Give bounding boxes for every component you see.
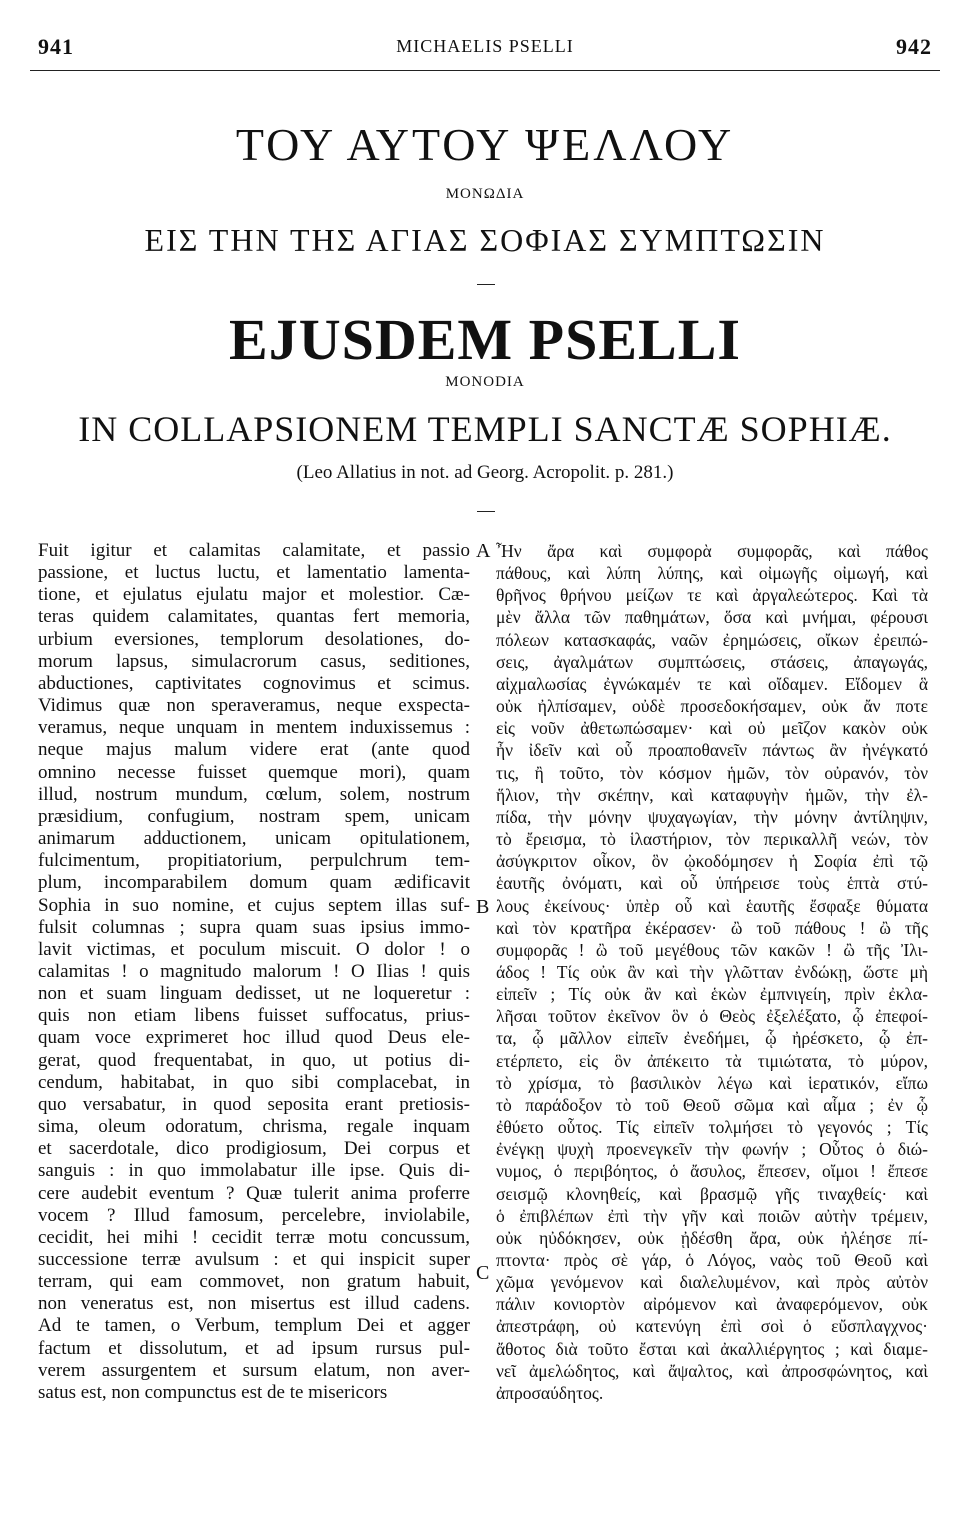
running-title: MICHAELIS PSELLI (396, 36, 574, 56)
page-number-left: 941 (38, 34, 74, 59)
latin-text-line: abductiones, captivitates cognovimus et scimus. (38, 672, 470, 694)
greek-text-line: πίδα, τὴν μόνην ψυχαγωγίαν, τὴν μόνην ἀντίληψιν, (496, 806, 928, 827)
greek-subtitle: ΕΙΣ ΤΗΝ ΤΗΣ ΑΓΙΑΣ ΣΟΦΙΑΣ ΣΥΜΠΤΩΣΙΝ (144, 222, 826, 258)
latin-subtitle: IN COLLAPSIONEM TEMPLI SANCTÆ SOPHIÆ. (78, 409, 892, 449)
greek-text-line: Ἦν ἄρα καὶ συμφορὰ συμφορᾶς, καὶ πάθος (496, 541, 928, 561)
greek-text-line: λῆσαι τοῦτον ἐκεῖνον ὃν ὁ Θεὸς ἐξελέξατο, ᾧ ἐπεφοί- (496, 1006, 928, 1027)
latin-text-line: verem assurgentem et sursum elatum, non aver- (38, 1359, 470, 1381)
greek-text-line: λους ἐκείνους· ὑπὲρ οὗ καὶ ἑαυτῆς ἔσφαξε θύματα (496, 895, 928, 916)
latin-text-line: lavit victimas, et poculum miscuit. O dolor ! o (38, 938, 470, 960)
source-note: (Leo Allatius in not. ad Georg. Acropolit. p. 281.) (296, 462, 674, 483)
latin-text-line: terram, qui eam commovet, non gratum habuit, (38, 1271, 470, 1293)
greek-text-line: ἀσύγκριτον οἶκον, ὃν ᾠκοδόμησεν ἡ Σοφία ἐπὶ τῷ (496, 851, 928, 872)
greek-text-line: σεις, ἀγαλμάτων συμπτώσεις, στάσεις, ἀπαγωγάς, (496, 651, 928, 672)
greek-monodia: ΜΟΝΩΔΙΑ (445, 186, 525, 202)
latin-text-line: fulsit columnas ; supra quam suas ipsius immo- (38, 916, 470, 938)
latin-text-line: tione, et ejulatus ejulatu major et molestior. Cæ- (38, 584, 470, 606)
greek-text-line: μὲν ἄλλα τῶν παθημάτων, ὅσα καὶ μνήμαι, φέρουσι (496, 607, 928, 628)
latin-text-line: non et suam linguam dedisset, ut ne loqueretur : (38, 983, 470, 1005)
greek-text-line: τὸ χρίσμα, τὸ βασιλικὸν λέγω καὶ ἱερατικόν, εἴπω (496, 1072, 928, 1093)
greek-text-line: νυμος, ὁ περιβόητος, ὁ ἄσυλος, ἔπεσεν, οἴμοι ! ἔπεσε (496, 1161, 928, 1182)
greek-text-line: σεισμῷ κλονηθείς, καὶ βρασμῷ γῆς τιναχθείς· καὶ (496, 1183, 928, 1204)
latin-monodia: MONODIA (445, 374, 525, 390)
greek-text-line: νεῖ ἀμελώδητος, καὶ ἄψαλτος, καὶ ἀπροσφώνητος, καὶ (496, 1360, 928, 1381)
latin-text-line: cecidit, hei mihi ! cecidit terræ motu concussum, (38, 1226, 470, 1248)
latin-text-line: urbium eversiones, templorum desolationes, do- (38, 628, 470, 650)
header-rule (30, 70, 940, 71)
latin-text-line: omnino necesse fuisset quemque mori), quam (38, 761, 470, 783)
latin-text-line: teras quidem calamitates, quantas fert memoria, (38, 606, 470, 628)
margin-marker-c: C (476, 1262, 490, 1284)
page-number-right: 942 (896, 34, 932, 59)
latin-text-line: successione terræ avulsum : et qui inspicit super (38, 1249, 470, 1270)
greek-text-line: ἐνέγκῃ ψυχὴ προενεγκεῖν τὴν φωνήν ; Οὗτος ὁ διώ- (496, 1139, 928, 1160)
page-header (0, 30, 970, 70)
latin-text-line: factum et dissolutum, et ad ipsum rursus pul- (38, 1337, 470, 1359)
latin-text-line: gerat, quod frequentabat, in quo, ut potius di- (38, 1049, 470, 1071)
greek-text-line: ἀπροσαύδητος. (496, 1382, 604, 1403)
greek-text-line: εἰπεῖν ; Τίς οὐκ ἂν καὶ ἑκὼν ἐμπνιγείη, πρὶν ἐκλα- (496, 984, 928, 1005)
greek-text-line: οὐκ ηὐδόκησεν, οὐκ ᾐδέσθη ἄρα, οὐκ ἠλέησε πί- (496, 1227, 928, 1248)
latin-text-line: Sophia in suo nomine, et cujus septem illas suf- (38, 894, 470, 916)
latin-text-line: præsidium, confugium, nostram spem, unicam (38, 805, 470, 827)
latin-text-line: plum, incomparabilem domum quam ædificavit (38, 872, 470, 894)
latin-title: EJUSDEM PSELLI (229, 307, 741, 372)
greek-text-line: ἄθοτος διὰ τοῦτο ἔσται καὶ ἀκαλλιέργητος ; καὶ διαμε- (496, 1338, 928, 1359)
latin-text-line: vocem ? Illud famosum, percelebre, inviolabile, (38, 1204, 470, 1226)
greek-text-line: πάθους, καὶ λύπη λύπης, καὶ οἰμωγῆς οἰμωγή, καὶ (496, 563, 928, 584)
section-divider (477, 511, 495, 512)
greek-text-line: αἰχμαλωσίας ἐγνώκαμέν τε καὶ οἴδαμεν. Εἴδομεν ἃ (496, 673, 928, 694)
greek-text-line: οὐκ ἠλπίσαμεν, οὐδὲ προσεδοκήσαμεν, οὐκ ἄν ποτε (496, 696, 928, 717)
latin-text-line: cendum, habitabat, in quo sibi complacebat, in (38, 1071, 470, 1093)
latin-text-line: Vidimus quæ non speraveramus, neque exspecta- (38, 695, 470, 717)
greek-text-line: χῶμα γενόμενον καὶ διαλελυμένον, καὶ πρὸς αὐτὸν (496, 1272, 928, 1293)
latin-text-line: non veneratus est, non misertus est illud cadens. (38, 1293, 470, 1315)
greek-text-line: πάλιν κονιορτὸν αἰρόμενον καὶ ἀναφερόμενον, οὐκ (496, 1294, 928, 1315)
greek-text-line: ἐθύετο οὗτος. Τίς εἰπεῖν τολμήσει τὸ γεγονός ; Τίς (496, 1117, 928, 1138)
latin-text-line: quam voce exprimeret hoc illud quod Deus ele- (38, 1027, 470, 1049)
latin-text-line: satus est, non compunctus est de te misericors (38, 1381, 388, 1403)
greek-text-line: συμφορᾶς ! ὢ τοῦ μεγέθους τῶν κακῶν ! ὢ τῆς Ἰλι- (496, 939, 928, 960)
latin-text-line: Ad te tamen, o Verbum, templum Dei et agger (38, 1315, 470, 1337)
latin-text-line: fulcimentum, propitiatorium, perpulchrum tem- (38, 850, 470, 872)
greek-text-line: τις, ἢ τοῦτο, τὸν κόσμον ἡμῶν, τὸν οὐρανόν, τὸν (496, 762, 928, 783)
margin-marker-b: B (476, 896, 490, 918)
greek-text-line: τα, ᾧ μᾶλλον εἰπεῖν ἐνεδήμει, ᾧ ἠρέσκετο, ᾧ ἐπ- (496, 1028, 928, 1049)
greek-title: ΤΟΥ ΑΥΤΟΥ ΨΕΛΛΟΥ (235, 119, 735, 170)
greek-text-line: θρῆνος θρήνου μείζων τε καὶ ἀργαλεώτερος. Καὶ τὰ (496, 585, 928, 606)
greek-column (496, 540, 928, 1404)
greek-text-line: ἥλιον, τὴν σκέπην, καὶ καταφυγὴν ἡμῶν, τὴν ἐλ- (496, 784, 928, 805)
latin-text-line: animarum adductionem, unicam opitulationem, (38, 828, 470, 850)
greek-text-line: τὸ ἔρεισμα, τὸ ἱλαστήριον, τὸν περικαλλῆ νεών, τὸν (496, 829, 928, 850)
greek-text-line: εἰς νοῦν ἀθετωπώσαμεν· καὶ οὐ μεῖζον κακὸν οὐκ (496, 718, 928, 739)
greek-text-line: τὸ παράδοξον τὸ τοῦ Θεοῦ σῶμα καὶ αἷμα ; ἐν ᾧ (496, 1094, 928, 1115)
greek-text-line: πτοντα· πρὸς σὲ γάρ, ὁ Λόγος, ναὸς τοῦ Θεοῦ καὶ (496, 1250, 928, 1270)
latin-text-line: calamitas ! o magnitudo malorum ! O Ilias ! quis (38, 960, 470, 982)
latin-column (38, 540, 470, 1404)
greek-text-line: άδος ! Τίς οὐκ ἂν καὶ τὴν γλῶτταν ἐνδώκῃ, ὥστε μὴ (496, 961, 928, 982)
margin-marker-a: A (476, 540, 491, 562)
greek-text-line: πόλεων κατασκαφάς, ναῶν ἐρημώσεις, οἴκων ἐρειπώ- (496, 629, 928, 650)
latin-text-line: neque majus malum videre erat (ante quod (38, 739, 470, 761)
latin-text-line: cere audebit eventum ? Quæ tulerit anima proferre (38, 1182, 470, 1204)
latin-text-line: sanguis : in quo immolabatur ille ipse. Quis di- (38, 1160, 470, 1182)
greek-text-line: ἦν ἰδεῖν καὶ οὗ προαποθανεῖν πάντως ἂν ἠνέγκατό (496, 740, 928, 761)
latin-text-line: Fuit igitur et calamitas calamitate, et passio (38, 540, 470, 561)
greek-text-line: ετέρπετο, εἰς ὃν ἀπέκειτο τὰ τιμιώτατα, τὸ μύρον, (496, 1050, 928, 1071)
greek-text-line: καὶ τὸν κρατῆρα ἐκέρασεν· ὢ τοῦ πάθους ! ὢ τῆς (496, 917, 928, 938)
latin-text-line: morum lapsus, simulacrorum casus, seditiones, (38, 650, 470, 672)
greek-text-line: ἀπεστράφη, οὐ κατενύγη ἐπὶ σοὶ ὁ εὔσπλαγχνος· (496, 1316, 928, 1337)
greek-text-line: ὁ ἐπιβλέπων ἐπὶ τὴν γῆν καὶ ποιῶν αὐτὴν τρέμειν, (496, 1205, 928, 1226)
greek-text-line: ἑαυτῆς ὀνόματι, καὶ οὗ ὑπήρεισε τοὺς ἑπτὰ στύ- (496, 873, 928, 894)
latin-text-line: sima, oleum odoratum, chrisma, regale inquam (38, 1116, 470, 1138)
latin-text-line: illud, nostrum mundum, cœlum, solem, nostrum (38, 783, 470, 805)
latin-text-line: passione, et luctus luctu, et lamentatio lamenta- (38, 562, 470, 584)
latin-text-line: et sacerdotale, dico prodigiosum, Dei corpus et (38, 1138, 470, 1160)
latin-text-line: veramus, neque unquam in mentem induxissemus : (38, 717, 470, 739)
title-divider (477, 284, 495, 285)
latin-text-line: quo versabatur, in quod seposita erant pretiosis- (38, 1093, 470, 1115)
latin-text-line: quis non etiam libens fuisset suffocatus, prius- (38, 1005, 470, 1027)
